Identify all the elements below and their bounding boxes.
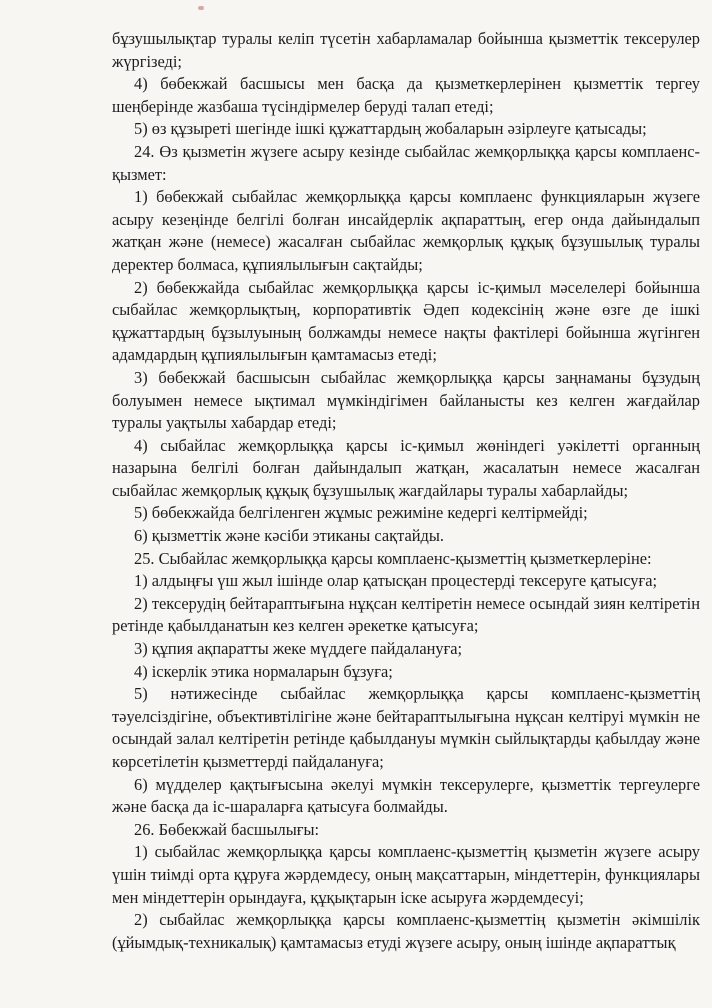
item-25-6: 6) мүдделер қақтығысына әкелуі мүмкін тексерулерге, қызметтік тергеулерге және басқа да іс-шараларға қатысуға болмайды. <box>112 774 700 817</box>
item-24-3: 3) бөбекжай басшысын сыбайлас жемқорлыққа қарсы заңнаманы бұзудың болуымен немесе ықтимал мүмкіндігімен байланысты кез келген жағдайлар туралы уақтылы хабардар етеді; <box>112 367 700 433</box>
item-23-4: 4) бөбекжай басшысы мен басқа да қызметкерлерінен қызметтік тергеу шеңберінде жазбаша түсіндірмелер беруді талап етеді; <box>112 74 700 116</box>
item-26-2: 2) сыбайлас жемқорлыққа қарсы комплаенс-қызметтің қызметін әкімшілік (ұйымдық-техникалық) қамтамасыз етуді жүзеге асыру, оның ішінде ақпараттық <box>112 910 700 952</box>
item-25-3: 3) құпия ақпаратты жеке мүддеге пайдалануға; <box>134 639 463 659</box>
item-24-5: 5) бөбекжайда белгіленген жұмыс режиміне кедергі келтірмейді; <box>134 503 588 523</box>
item-26-1: 1) сыбайлас жемқорлыққа қарсы комплаенс-қызметтің қызметін жүзеге асыру үшін тиімді орта құруға жәрдемдесу, оның мақсаттарын, міндеттерін, функциялары мен міндеттерін орындауға, құқықтарын іске асыруға жәрдемдесуі; <box>112 842 700 907</box>
item-23-5: 5) өз құзыреті шегінде ішкі құжаттардың жобаларын әзірлеуге қатысады; <box>134 119 647 139</box>
item-25-2: 2) тексерудің бейтараптығына нұқсан келтіретін немесе осындай зиян келтіретін ретінде қабылданатын кез келген әрекетке қатысуға; <box>112 593 700 636</box>
item-25-4: 4) іскерлік этика нормаларын бұзуға; <box>134 661 393 681</box>
paragraph-continuation: бұзушылықтар туралы келіп түсетін хабарламалар бойынша қызметтік тексерулер жүргізеді; <box>112 29 700 71</box>
item-25-1: 1) алдыңғы үш жыл ішінде олар қатысқан процестерді тексеруге қатысуға; <box>134 571 658 591</box>
item-25-5: 5) нәтижесінде сыбайлас жемқорлыққа қарсы комплаенс-қызметтің тәуелсіздігіне, объективтілігіне және бейтараптылығына нұқсан келтіруі мүмкін не осындай залал келтіретін ретінде қабылдануы мүмкін сыйлықтарды қабылдау және көрсетілетін қызметтерді пайдалануға; <box>112 684 700 771</box>
ink-mark <box>198 6 204 10</box>
item-24-1: 1) бөбекжай сыбайлас жемқорлыққа қарсы комплаенс функцияларын жүзеге асыру кезеңінде белгілі болған инсайдерлік ақпараттың, егер онда дайындалып жатқан және (немесе) жасалған сыбайлас жемқорлық құқық бұзушылық туралы деректер болмаса, құпиялылығын сақтайды; <box>112 187 700 274</box>
section-24-heading: 24. Өз қызметін жүзеге асыру кезінде сыбайлас жемқорлыққа қарсы комплаенс-қызмет: <box>112 141 700 184</box>
item-24-2: 2) бөбекжайда сыбайлас жемқорлыққа қарсы іс-қимыл мәселелері бойынша сыбайлас жемқорлықтың, корпоративтік Әдеп кодексінің және өзге де ішкі құжаттардың бұзылуының болжамды немесе нақты фактілері бойынша жүгінген адамдардың құпиялылығын қамтамасыз етеді; <box>112 277 700 365</box>
section-26-heading: 26. Бөбекжай басшылығы: <box>134 819 320 839</box>
item-24-6: 6) қызметтік және кәсіби этиканы сақтайды. <box>134 526 444 546</box>
section-25-heading: 25. Сыбайлас жемқорлыққа қарсы комплаенс-қызметтің қызметкерлеріне: <box>134 548 652 568</box>
item-24-4: 4) сыбайлас жемқорлыққа қарсы іс-қимыл жөніндегі уәкілетті органның назарына белгілі болған дайындалып жатқан, жасалатын немесе жасалған сыбайлас жемқорлық құқық бұзушылық жағдайлары туралы хабарлайды; <box>112 435 700 500</box>
